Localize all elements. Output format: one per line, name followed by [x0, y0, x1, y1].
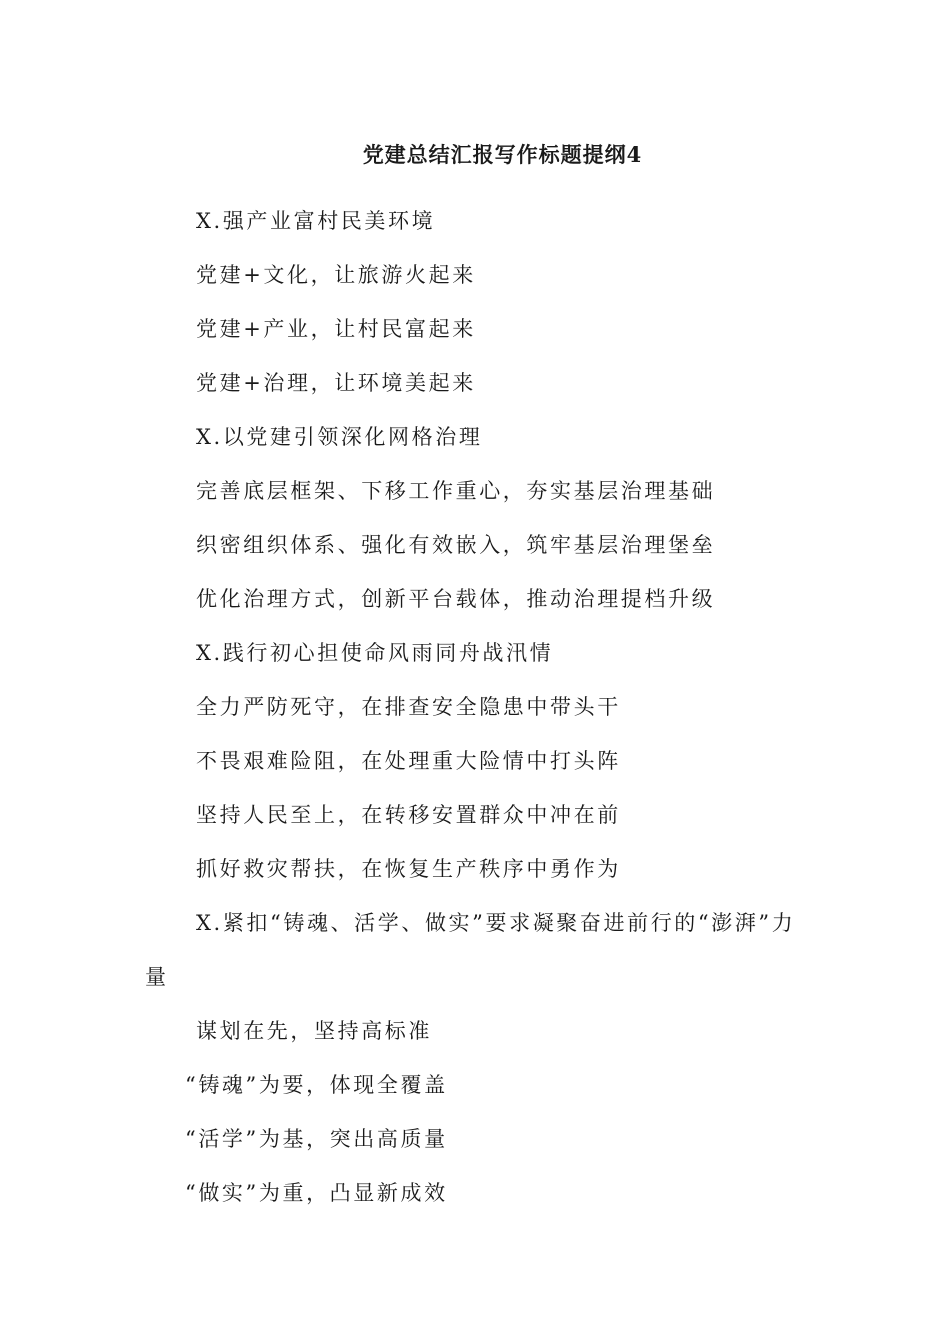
outline-item: 党建+产业，让村民富起来: [196, 317, 476, 341]
outline-item: “活学”为基，突出高质量: [185, 1127, 448, 1151]
outline-item: 坚持人民至上，在转移安置群众中冲在前: [196, 803, 621, 827]
document-title: 党建总结汇报写作标题提纲4: [362, 142, 643, 167]
section-heading-2: X.以党建引领深化网格治理: [196, 425, 483, 449]
outline-item: 抓好救灾帮扶，在恢复生产秩序中勇作为: [196, 857, 621, 881]
outline-item: “铸魂”为要，体现全覆盖: [185, 1073, 448, 1097]
outline-item: 党建+文化，让旅游火起来: [196, 263, 476, 287]
outline-item: 全力严防死守，在排查安全隐患中带头干: [196, 695, 621, 719]
outline-item: 完善底层框架、下移工作重心，夯实基层治理基础: [196, 479, 716, 503]
outline-item: 织密组织体系、强化有效嵌入，筑牢基层治理堡垒: [196, 533, 716, 557]
section-heading-1: X.强产业富村民美环境: [196, 209, 436, 233]
outline-body: [145, 194, 815, 1220]
section-heading-3: X.践行初心担使命风雨同舟战汛情: [196, 641, 554, 665]
outline-item: 不畏艰难险阻，在处理重大险情中打头阵: [196, 749, 621, 773]
section-heading-4: X.紧扣“铸魂、活学、做实”要求凝聚奋进前行的“澎湃”力量: [145, 911, 796, 989]
outline-item: 党建+治理，让环境美起来: [196, 371, 476, 395]
outline-item: “做实”为重，凸显新成效: [185, 1181, 448, 1205]
outline-item: 优化治理方式，创新平台载体，推动治理提档升级: [196, 587, 716, 611]
outline-item: 谋划在先，坚持高标准: [196, 1019, 432, 1043]
